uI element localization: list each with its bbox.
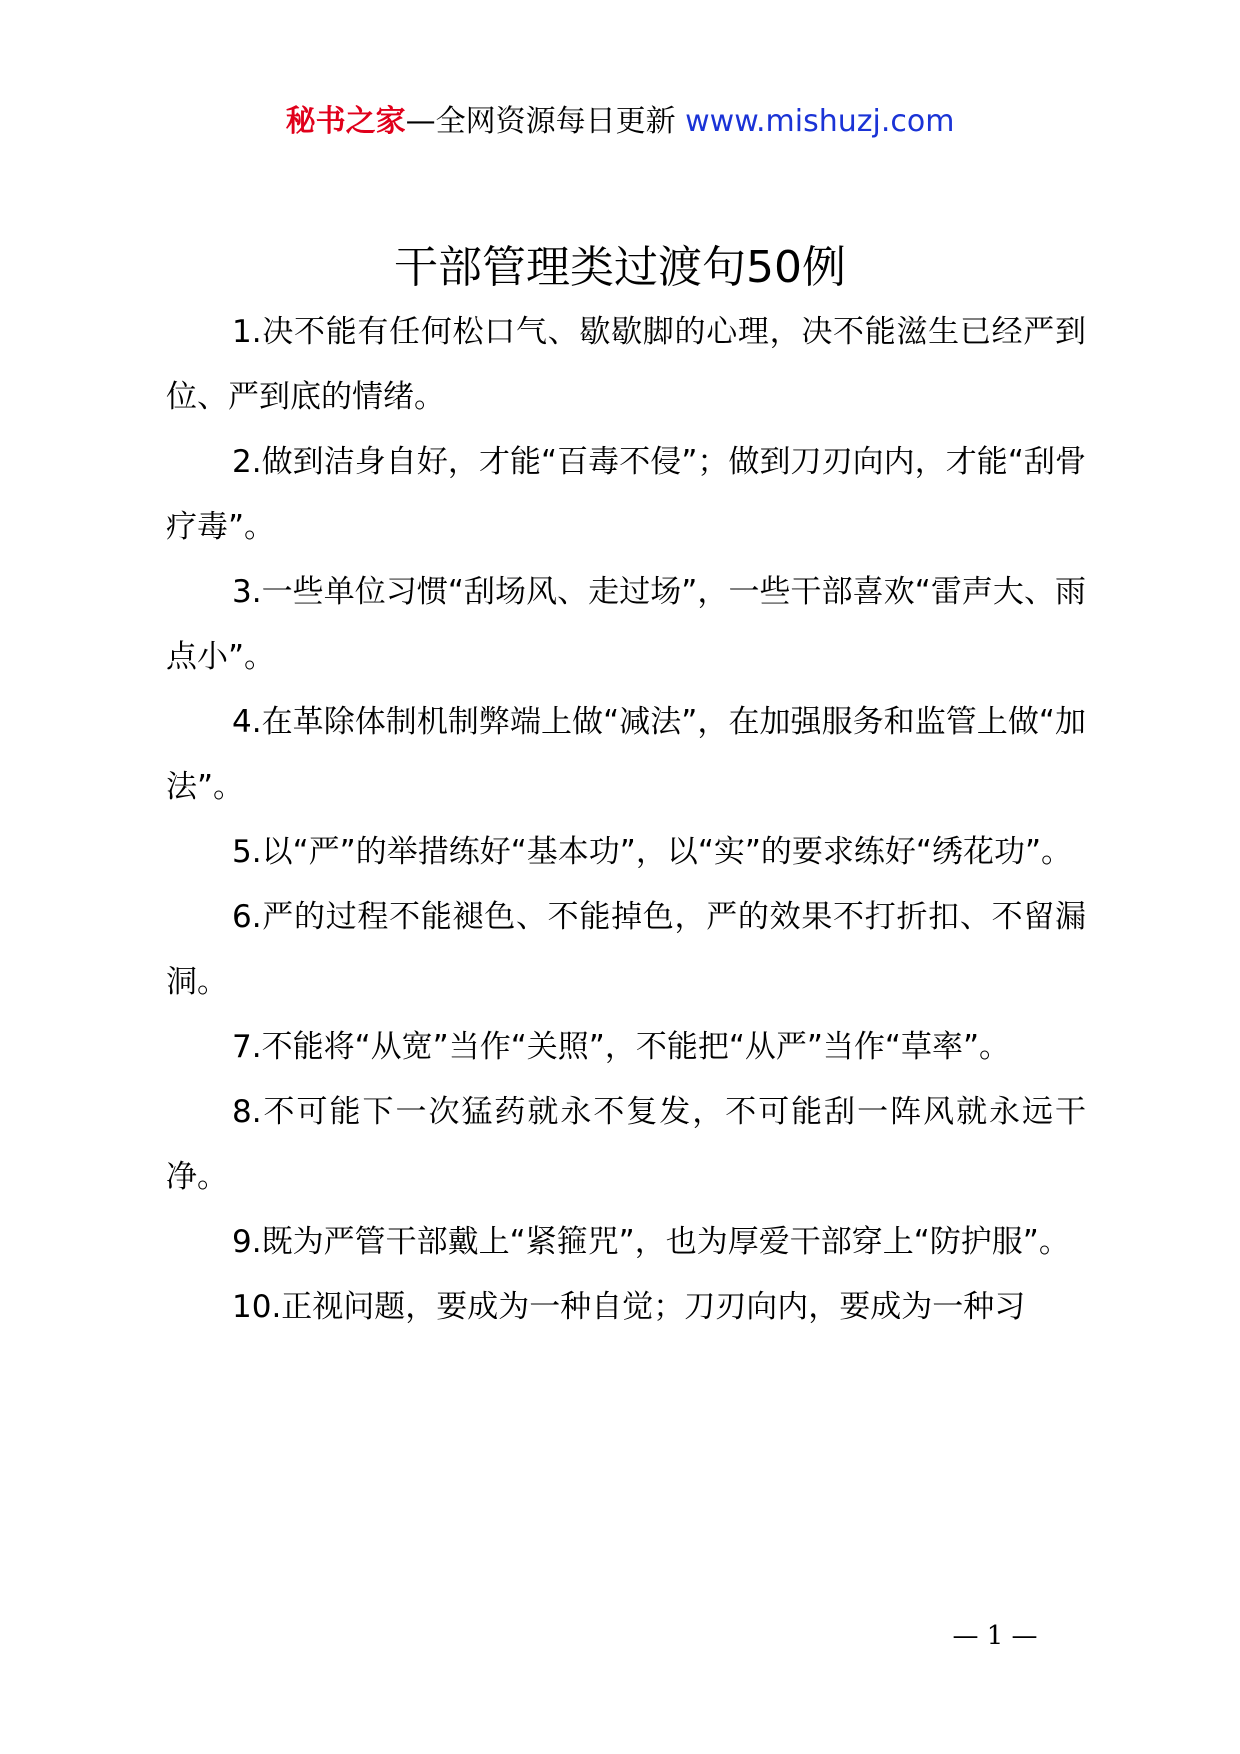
document-body [166,300,1086,1340]
page-number: — 1 — [952,1621,1038,1651]
paragraph-2: 2.做到洁身自好，才能“百毒不侵”；做到刀刃向内，才能“刮骨疗毒”。 [166,444,1086,545]
paragraph-9: 9.既为严管干部戴上“紧箍咒”，也为厚爱干部穿上“防护服”。 [232,1224,1070,1260]
brand-name: 秘书之家 [285,104,406,139]
paragraph-8: 8.不可能下一次猛药就永不复发，不可能刮一阵风就永远干净。 [166,1094,1086,1195]
header-tagline: —全网资源每日更新 [405,104,686,139]
paragraph-4: 4.在革除体制机制弊端上做“减法”，在加强服务和监管上做“加法”。 [166,704,1086,805]
paragraph-3: 3.一些单位习惯“刮场风、走过场”，一些干部喜欢“雷声大、雨点小”。 [166,574,1086,675]
paragraph-10: 10.正视问题，要成为一种自觉；刀刃向内，要成为一种习 [232,1289,1026,1325]
document-title: 干部管理类过渡句50例 [394,242,846,293]
site-header [0,100,1240,144]
paragraph-1: 1.决不能有任何松口气、歇歇脚的心理，决不能滋生已经严到位、严到底的情绪。 [166,314,1086,415]
paragraph-7: 7.不能将“从宽”当作“关照”，不能把“从严”当作“草率”。 [232,1029,1011,1065]
site-url-link[interactable]: www.mishuzj.com [685,104,955,139]
paragraph-6: 6.严的过程不能褪色、不能掉色，严的效果不打折扣、不留漏洞。 [166,899,1086,1000]
paragraph-5: 5.以“严”的举措练好“基本功”，以“实”的要求练好“绣花功”。 [232,834,1073,870]
